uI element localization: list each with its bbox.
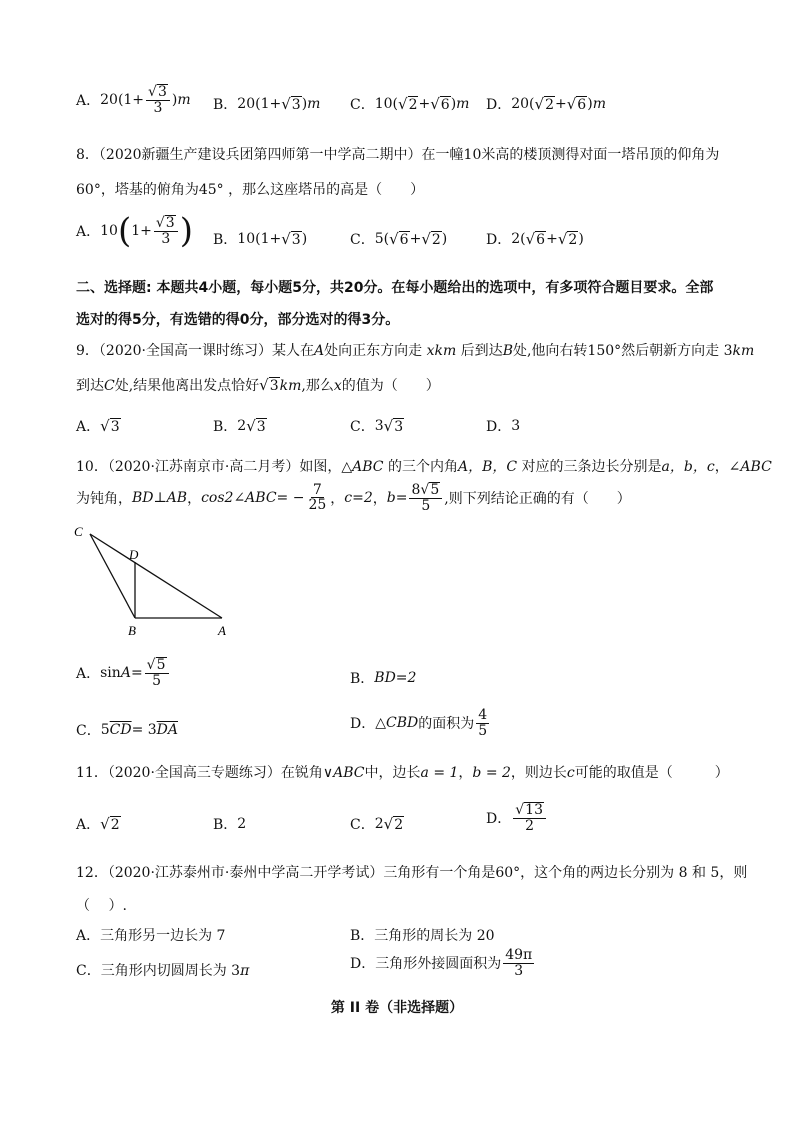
var: A <box>120 664 131 681</box>
radicand: 2 <box>431 231 441 248</box>
denominator: 25 <box>308 497 327 514</box>
q8-options <box>76 211 726 264</box>
fraction <box>503 948 534 978</box>
section2-heading-line1: 二、选择题: 本题共4小题，每小题5分，共20分。在每小题给出的选项中，有多项符合题目要求。全部 <box>76 280 714 296</box>
denominator: 3 <box>161 231 171 247</box>
fraction: $\frac{√13}{2}$ <box>513 802 546 833</box>
q10-stem-line2 <box>76 482 631 513</box>
option-text: 20( <box>511 96 535 112</box>
text: 处,结果他离出发点恰好 <box>114 378 260 394</box>
fraction: $\frac{√3}{3}$ <box>146 84 170 115</box>
text: 的值为（ ） <box>341 378 440 394</box>
q9-stem-line2: 到达C处,结果他离出发点恰好√3km,那么x的值为（ ） <box>76 376 440 394</box>
option-letter: C． <box>350 97 375 113</box>
option-text: D．三角形外接圆面积为 <box>350 956 502 973</box>
q9-option-b: B． 2 √ 3 <box>213 417 266 435</box>
part2-title: 第 II 卷（非选择题） <box>330 1000 464 1016</box>
option-letter: D． <box>486 419 512 435</box>
var: b <box>386 489 396 506</box>
q9-options <box>76 416 726 440</box>
option-letter: B． <box>213 232 238 248</box>
option-letter: D． <box>486 810 512 827</box>
denominator: 5 <box>421 497 431 514</box>
text: = − <box>276 489 305 506</box>
text: 的三个内角 <box>383 459 458 475</box>
label-D: D <box>129 547 139 562</box>
option-letter: B． <box>213 817 238 833</box>
option-letter: A． <box>76 665 101 682</box>
radicand: 3 <box>157 84 167 100</box>
option-text: = <box>130 664 143 681</box>
radicand: 6 <box>399 231 409 248</box>
unit: m <box>177 91 191 108</box>
text: 为钝角， <box>76 490 132 507</box>
q11-options <box>76 802 726 846</box>
text: ， <box>187 490 202 507</box>
q7-options <box>76 84 726 124</box>
option-text: 1+ <box>131 223 152 239</box>
var: xkm <box>426 343 457 359</box>
option-letter: A． <box>76 419 101 435</box>
q12-option-d <box>350 948 536 978</box>
option-text: 10( <box>374 96 398 112</box>
option-text: + <box>409 231 422 247</box>
text: = <box>395 489 408 506</box>
option-letter: B． <box>213 419 238 435</box>
q9-option-a: A． √ 3 <box>76 417 120 435</box>
radicand: 6 <box>440 96 450 113</box>
q11-option-b <box>213 814 246 834</box>
option-text: BD=2 <box>374 670 417 686</box>
q8-option-c: C． 5( √ 6 + √ 2 ) <box>350 230 448 248</box>
var: ∨ABC <box>322 765 365 781</box>
radicand: 3 <box>165 215 175 232</box>
q12-option-a: A．三角形另一边长为 7 <box>76 928 226 944</box>
option-text: 2 <box>237 418 247 434</box>
unit: m <box>592 96 606 112</box>
radicand: 5 <box>430 482 440 498</box>
var: a = 1 <box>420 765 459 781</box>
q8-option-d: D． 2( √ 6 + √ 2 ) <box>486 230 584 248</box>
q12-stem-line2: （ ）. <box>76 898 127 914</box>
var: CBD <box>386 715 419 732</box>
q10-option-d <box>350 708 491 738</box>
option-text: + <box>418 96 431 112</box>
radicand: 5 <box>156 657 166 673</box>
option-text: 3 <box>511 418 521 434</box>
option-text: + <box>546 231 558 247</box>
vector: $\overline{DA}$ <box>156 722 179 738</box>
q7-option-c: C． 10( √ 2 + √ 6 ) m <box>350 95 470 113</box>
option-text: 5 <box>100 722 110 738</box>
option-text: 10(1+ <box>237 231 282 247</box>
fraction: $\frac{√5}{5}$ <box>145 657 169 688</box>
unit: m <box>307 96 321 112</box>
option-text: ) <box>301 96 308 112</box>
text: 后到达 <box>456 343 503 359</box>
option-text: 5( <box>374 231 390 247</box>
text: 处向正东方向走 <box>324 343 427 359</box>
var: x <box>333 378 342 394</box>
unit: m <box>456 96 470 112</box>
text: ,那么 <box>301 378 334 394</box>
option-letter: C． <box>76 723 101 739</box>
text: 11．（2020·全国高三专题练习）在锐角 <box>76 765 323 781</box>
option-letter: A． <box>76 92 101 109</box>
q10-option-c <box>76 720 178 740</box>
fraction <box>306 483 328 513</box>
var: B <box>502 343 513 359</box>
option-text: = 3 <box>131 722 157 738</box>
option-text: 20(1+ <box>100 91 145 108</box>
q10-stem-line1 <box>76 456 772 476</box>
option-text: △ <box>375 715 387 732</box>
option-text: ) <box>587 96 593 112</box>
q8-stem-line1: 8．（2020新疆生产建设兵团第四师第一中学高二期中）在一幢10米高的楼顶测得对面一塔吊顶的仰角为 <box>76 147 720 163</box>
q12-stem-line1: 12．（2020·江苏泰州市·泰州中学高二开学考试）三角形有一个角是60°，这个角的两边长分别为 8 和 5，则 <box>76 865 748 881</box>
text: 可能的取值是（ ） <box>574 765 729 781</box>
var: cos2∠ABC <box>201 489 277 506</box>
numerator: 4 <box>478 707 488 723</box>
radicand: 3 <box>110 418 120 435</box>
numerator: 8 <box>411 482 421 498</box>
q8-option-b: B． 10(1+ √ 3 ) <box>213 230 308 248</box>
q11-stem <box>76 762 729 782</box>
fraction <box>476 708 489 738</box>
q11-option-d <box>486 802 548 833</box>
unit: km <box>279 378 302 394</box>
numerator: 7 <box>312 481 322 498</box>
option-text: C．三角形内切圆周长为 3 <box>76 963 241 979</box>
radicand: 6 <box>577 96 587 113</box>
var: b = 2 <box>472 765 511 781</box>
option-text: sin <box>100 664 121 681</box>
q7-option-a <box>76 84 191 115</box>
var: c=2 <box>344 489 373 506</box>
option-letter: A． <box>76 224 101 240</box>
option-text: 20(1+ <box>237 96 282 112</box>
option-letter: B． <box>213 97 238 113</box>
radicand: 3 <box>291 96 301 113</box>
q10-option-a <box>76 657 171 688</box>
var: c <box>566 765 575 781</box>
fraction: $\frac{√3}{3}$ <box>154 215 178 246</box>
text: ， <box>372 490 387 507</box>
text: ,则下列结论正确的有（ ） <box>444 490 631 507</box>
option-letter: C． <box>350 232 375 248</box>
option-text: 10 <box>100 223 118 239</box>
option-letter: A． <box>76 817 101 833</box>
q9-stem-line1 <box>76 340 754 360</box>
text: ，则边长 <box>510 765 567 781</box>
option-letter: C． <box>350 419 375 435</box>
option-text: ) <box>301 231 308 247</box>
text: ， <box>458 765 473 781</box>
option-text: + <box>555 96 567 112</box>
option-letter: D． <box>486 232 512 248</box>
radicand: 2 <box>545 96 554 113</box>
vector: $\overline{CD}$ <box>109 722 132 738</box>
q8-option-a: A． 10 ( 1+ $\frac{√3}{3}$ ) <box>76 211 193 251</box>
option-text: ) <box>441 231 448 247</box>
label-C: C <box>74 524 83 539</box>
radicand: 2 <box>394 816 404 833</box>
radicand: 6 <box>536 231 546 248</box>
var: ABC <box>740 459 772 475</box>
q8-stem-line2: 60°，塔基的俯角为45° ，那么这座塔吊的高是（ ） <box>76 182 425 198</box>
var: A，B，C <box>457 459 518 475</box>
option-text: ) <box>450 96 457 112</box>
q12-option-b: B．三角形的周长为 20 <box>350 928 495 944</box>
option-text: ) <box>171 91 178 108</box>
q7-option-d: D． 20( √ 2 + √ 6 ) m <box>486 95 606 113</box>
radicand: 3 <box>269 378 279 394</box>
var: ABC <box>352 459 384 475</box>
q9-option-d <box>486 416 520 436</box>
radicand: 2 <box>568 231 578 248</box>
q9-option-c: C． 3 √ 3 <box>350 417 404 435</box>
q7-option-b: B． 20(1+ √ 3 ) m <box>213 95 321 113</box>
option-letter: C． <box>350 817 375 833</box>
label-B: B <box>128 623 136 638</box>
text: ， <box>330 490 345 507</box>
denominator: 2 <box>525 817 535 834</box>
option-text: 3 <box>374 418 384 434</box>
option-text: 2( <box>511 231 526 247</box>
option-letter: B． <box>350 671 375 687</box>
var: BD⊥AB <box>132 489 188 506</box>
denominator: 5 <box>478 722 488 739</box>
q11-option-c: C． 2 √ 2 <box>350 815 404 833</box>
text: 对应的三条边长分别是 <box>517 459 662 475</box>
denominator: 3 <box>514 962 524 979</box>
option-text: 2 <box>374 816 384 832</box>
section2-heading-line2: 选对的得5分，有选错的得0分，部分选对的得3分。 <box>76 312 400 328</box>
denominator: 3 <box>153 99 163 116</box>
radicand: 3 <box>394 418 404 435</box>
radicand: 3 <box>291 231 301 248</box>
var: C <box>104 378 115 394</box>
q12-option-c <box>76 960 249 980</box>
option-letter: D． <box>486 97 512 113</box>
text: 处,他向右转150°然后朝新方向走 3 <box>512 343 733 359</box>
option-text: 的面积为 <box>418 716 475 733</box>
option-letter: D． <box>350 716 376 733</box>
radicand: 2 <box>408 96 418 113</box>
q10-option-b <box>350 668 416 688</box>
radicand: 13 <box>525 802 543 818</box>
fraction: $\frac{8√5}{5}$ <box>409 482 442 513</box>
option-text: 2 <box>237 816 247 832</box>
var: π <box>240 963 250 979</box>
text: 9．（2020·全国高一课时练习）某人在 <box>76 343 314 359</box>
text: 到达 <box>76 378 104 394</box>
unit: km <box>732 343 755 359</box>
text: 10．（2020·江苏南京市·高二月考）如图，△ <box>76 459 353 475</box>
var: a，b，c <box>661 459 715 475</box>
text: ，∠ <box>714 459 741 475</box>
q11-option-a: A． √ 2 <box>76 815 120 833</box>
label-A: A <box>218 623 226 638</box>
option-text: ) <box>578 231 584 247</box>
triangle-figure <box>70 522 240 640</box>
text: 中，边长 <box>364 765 421 781</box>
radicand: 3 <box>256 418 266 435</box>
numerator: 49π <box>505 947 533 963</box>
radicand: 2 <box>110 816 120 833</box>
denominator: 5 <box>152 672 162 689</box>
var: A <box>314 343 325 359</box>
